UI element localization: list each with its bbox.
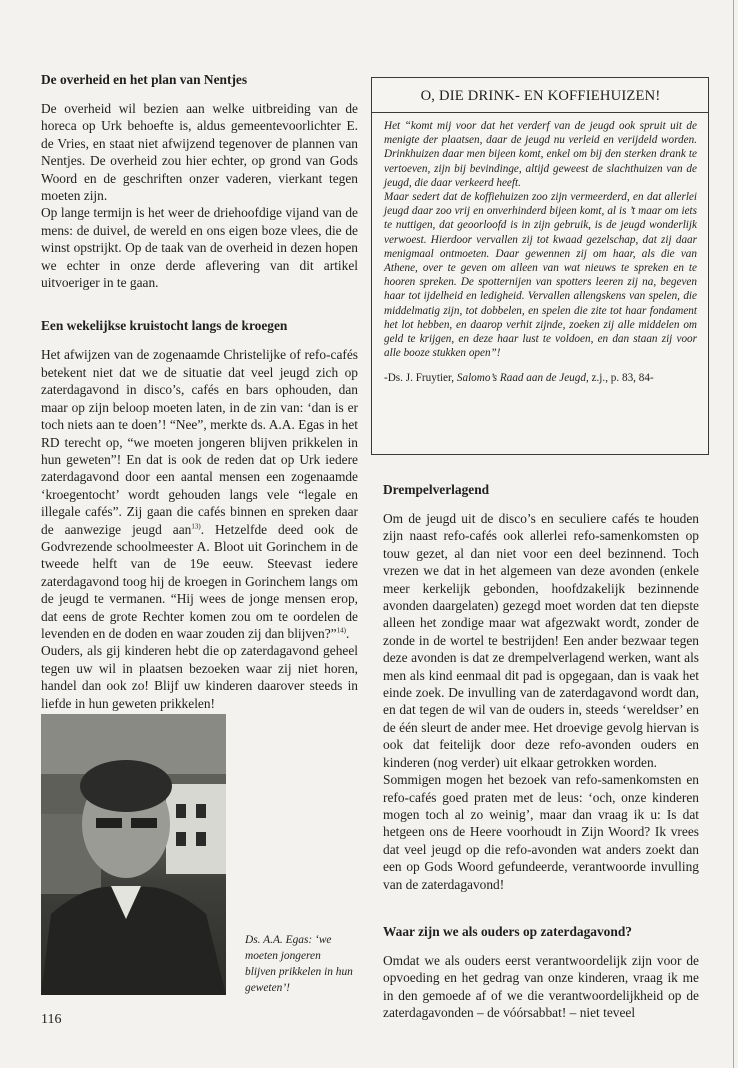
page-number: 116 (41, 1012, 62, 1027)
portrait-photo (41, 714, 226, 995)
heading-ouders-zaterdagavond: Waar zijn we als ouders op zaterdagavond? (383, 923, 632, 939)
quote-paragraph-2: Maar sedert dat de koffiehuizen zoo zijn vermeerderd, en dat allerlei jeugd daar zoo vrij en onverhinderd bijeen komt, al is ’t maar om iets te nuttigen, dat geoorloofd is in zijn gebruik, is de jeugd wonderlijk verwoest. Hierdoor vervallen zij tot kwaad gezelschap, dat zij daar menigmaal ontmoeten. Daar gewennen zij om haar, als die van Athene, over te geven om alleen van wat nieuws te spreken en te hooren spreken. De spotternijen van spotters leeren zij na, begeven haar tot ijdelheid en ledigheid. Vervallen allengskens van spelen, die middelmatig zijn, tot dobbelen, en spelen die zite tot haar fondament het lot hebben, en daarop verhit zijnde, zoeken zij alle middelen om geld te krijgen, en deze haar lust te voldoen, en dan staan zij voor alle booze stukken open”! (384, 191, 697, 360)
quote-paragraph-1: Het “komt mij voor dat het verderf van de jeugd ook spruit uit de menigte der plaatsen, daar de jeugd nu verleid en verijdeld worden. Drinkhuizen daar men bijeen komt, enkel om bij den sterken drank te vertoeven, zijn bij bevindinge, altijd geweest de slachthuizen van de jeugd, die daar verkeerd heeft. (384, 120, 697, 189)
quote-source-title: Salomo’s Raad aan de Jeugd (456, 372, 586, 385)
quote-source (384, 372, 697, 384)
quote-source-suffix: , z.j., p. 83, 84- (585, 372, 654, 385)
paragraph-overheid-1: De overheid wil bezien aan welke uitbreiding van de horeca op Urk behoefte is, aldus gemeentevoorlichter E. de Vries, en staat niet afwijzend tegenover de plannen van Nentjes. De overheid zou hier echter, op grond van Gods Woord en de geschriften onzer vaderen, vierkant tegen moeten zijn. (41, 101, 358, 204)
page-edge-line (733, 0, 734, 1068)
quote-box-divider (372, 112, 708, 113)
footnote-13: 13) (191, 522, 201, 531)
quote-source-prefix: -Ds. J. Fruytier, (384, 372, 457, 385)
right-column (383, 481, 699, 1022)
photo-caption: Ds. A.A. Egas: ‘we moeten jongeren blijven prikkelen in hun geweten’! (245, 934, 353, 994)
paragraph-overheid-2: Op lange termijn is het weer de driehoofdige vijand van de mens: de duivel, de wereld en ons eigen boze vlees, die de winst opstrijkt. Op de taak van de overheid in dezen hopen we echter in onze derde aflevering van dit artikel uitvoeriger in te gaan. (41, 205, 358, 291)
quote-box-text (384, 119, 697, 360)
quote-box-title: O, DIE DRINK- EN KOFFIEHUIZEN! (420, 88, 661, 104)
paragraph-kruistocht-1c: . (345, 625, 350, 641)
left-column (41, 71, 358, 712)
paragraph-kruistocht-1 (41, 346, 358, 642)
heading-kruistocht: Een wekelijkse kruistocht langs de kroegen (41, 318, 288, 334)
footnote-14: 14) (336, 626, 346, 635)
heading-drempelverlagend: Drempelverlagend (383, 482, 490, 497)
quote-box (371, 77, 709, 455)
paragraph-drempel-1: Om de jeugd uit de disco’s en seculiere cafés te houden zijn naast refo-cafés ook allerlei refo-samenkomsten op touw gezet, al dan niet voor een deel bezinnend. Toch vrezen we dat in het algemeen van deze avonden (enkele meer kerkelijk gebonden, hoofdzakelijk bezinnende avonden daargelaten) gezegd moet worden dat ten diepste alleen het zondige maar wat afgezwakt wordt, zonder de zonde in de wortel te bestrijden! Een ander bezwaar tegen deze avonden is dat ze drempelverlagend werken, want als men als kind eenmaal dit pad is opgegaan, dan is vaak het einde zoek. De invulling van de zaterdagavond wordt dan, en dat tegen de wil van de ouders in, steeds ‘wereldser’ en de één sleurt de ander mee. Het droevige gevolg hiervan is ook dat feitelijk door deze refo-avonden ouders en kinderen (nog verder) uit elkaar getrokken worden. (383, 511, 699, 770)
paragraph-drempel-2: Sommigen mogen het bezoek van refo-samenkomsten en refo-cafés goed praten met de leus: ‘och, onze kinderen mogen toch al zo weinig’, maar dan vraag ik u: Is dat hetgeen ons de Heere voorhoudt in Zijn Woord? Ik vrees dat veel jeugd op die refo-avonden wat anders zoekt dan een op Gods Woord gefundeerde, verantwoorde invulling van de zaterdagavond! (383, 772, 699, 892)
paragraph-ouders-1: Omdat we als ouders eerst verantwoordelijk zijn voor de opvoeding en het gedrag van onze kinderen, vraag ik me in den gemoede af of we die verantwoordelijkheid op de zaterdagavonden – de vóórsabbat! – niet teveel (383, 952, 699, 1021)
portrait-illustration (41, 714, 226, 995)
paragraph-kruistocht-1a: Het afwijzen van de zogenaamde Christelijke of refo-cafés betekent niet dat we de situatie dat veel jeugd zich op zaterdagavond in disco’s, cafés en bars ophouden, dan maar op zijn beloop moeten laten, in de zin van: ‘dan is er toch niets aan te doen’! “Nee”, merkte ds. A.A. Egas in het RD terecht op, “we moeten jongeren blijven prikkelen in hun geweten”! En dat is ook de reden dat op Urk iedere zaterdagavond door een aantal mensen een zogenaamde ‘kroegentocht’ wordt gehouden langs vele “legale en illegale cafés”. Zij gaan die cafés binnen en spreken daar de aanwezige jeugd aan (41, 347, 358, 537)
paragraph-kruistocht-2: Ouders, als gij kinderen hebt die op zaterdagavond geheel tegen uw wil in plaatsen bezoeken waar zij niet horen, handel dan ook zo! Blijf uw kinderen daarover steeds in liefde in hun geweten prikkelen! (41, 643, 358, 711)
heading-overheid: De overheid en het plan van Nentjes (41, 72, 248, 87)
paragraph-kruistocht-1b: . Hetzelfde deed ook de Godvrezende schoolmeester A. Bloot uit Gorinchem in de tweede helft van de 19e eeuw. Steevast iedere zaterdagavond toog hij de kroegen in Gorinchem langs om de jeugd te vermanen. “Hij wees de jonge mensen erop, dat eens de grote Rechter komen zou om te oordelen de levenden en de doden en waar zouden zij dan blijven?” (41, 521, 359, 641)
